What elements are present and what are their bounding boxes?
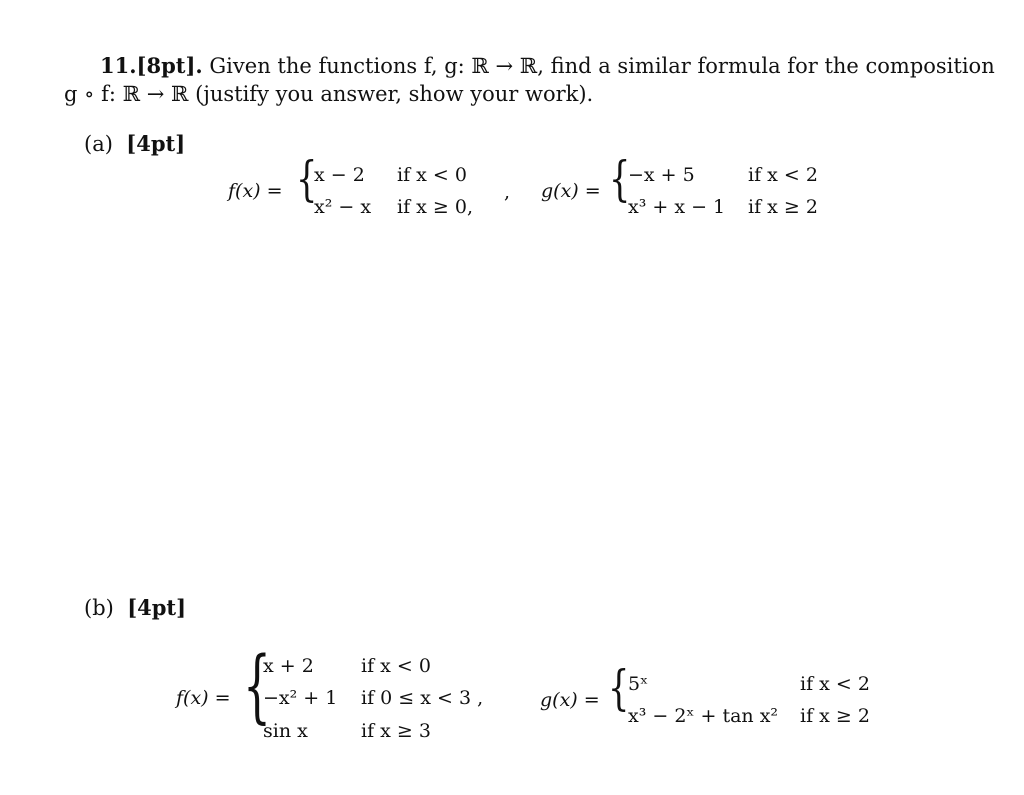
- part-a-g-case-1-cond: if x < 2: [748, 164, 818, 186]
- problem-statement-line-1: [100, 53, 995, 79]
- part-b-f-case-3-cond: if x ≥ 3: [361, 720, 431, 742]
- part-b-g-case-1-cond: if x < 2: [800, 673, 870, 695]
- part-b-f-case-1-expr: x + 2: [263, 655, 314, 677]
- part-a-g-brace: {: [609, 151, 631, 207]
- part-a-f-case-2-cond: if x ≥ 0,: [397, 196, 473, 218]
- part-b-label: (b): [84, 596, 114, 620]
- part-b-f-lhs: f(x) =: [176, 687, 231, 709]
- part-b-heading: [84, 595, 186, 621]
- part-b-g-case-2-cond: if x ≥ 2: [800, 705, 870, 727]
- part-a-g-case-2-expr: x³ + x − 1: [628, 196, 726, 218]
- part-b-f-case-1-cond: if x < 0: [361, 655, 431, 677]
- part-b-f-case-2-expr: −x² + 1: [263, 687, 338, 709]
- part-a-points: [4pt]: [126, 131, 186, 156]
- part-a-g-lhs: g(x) =: [541, 180, 601, 202]
- part-b-g-case-2-expr: x³ − 2ˣ + tan x²: [628, 705, 779, 727]
- part-b-f-case-3-expr: sin x: [263, 720, 308, 742]
- part-a-f-case-2-expr: x² − x: [314, 196, 372, 218]
- problem-statement-line-2: [64, 81, 593, 107]
- part-a-heading: [84, 131, 185, 157]
- part-b-points: [4pt]: [127, 595, 187, 620]
- part-b-g-brace: {: [608, 660, 630, 716]
- part-a-f-trailing-comma: ,: [504, 181, 511, 203]
- part-a-g-case-2-cond: if x ≥ 2: [748, 196, 818, 218]
- part-a-f-case-1-expr: x − 2: [314, 164, 365, 186]
- part-b-g-case-1-expr: 5ˣ: [628, 673, 649, 695]
- part-b-g-lhs: g(x) =: [540, 689, 600, 711]
- part-a-g-case-1-expr: −x + 5: [628, 164, 695, 186]
- part-b-f-case-2-cond: if 0 ≤ x < 3 ,: [361, 687, 484, 709]
- problem-points: [8pt].: [136, 53, 203, 78]
- problem-number: 11.: [100, 53, 137, 78]
- part-b-f-brace: {: [243, 639, 271, 732]
- problem-text-line-2: g ∘ f: ℝ → ℝ (justify you answer, show your work).: [64, 82, 594, 106]
- part-a-f-lhs: f(x) =: [228, 180, 283, 202]
- part-a-f-case-1-cond: if x < 0: [397, 164, 467, 186]
- part-a-f-brace: {: [296, 151, 318, 207]
- problem-text-line-1: Given the functions f, g: ℝ → ℝ, find a similar formula for the composition: [202, 54, 995, 78]
- part-a-label: (a): [84, 132, 113, 156]
